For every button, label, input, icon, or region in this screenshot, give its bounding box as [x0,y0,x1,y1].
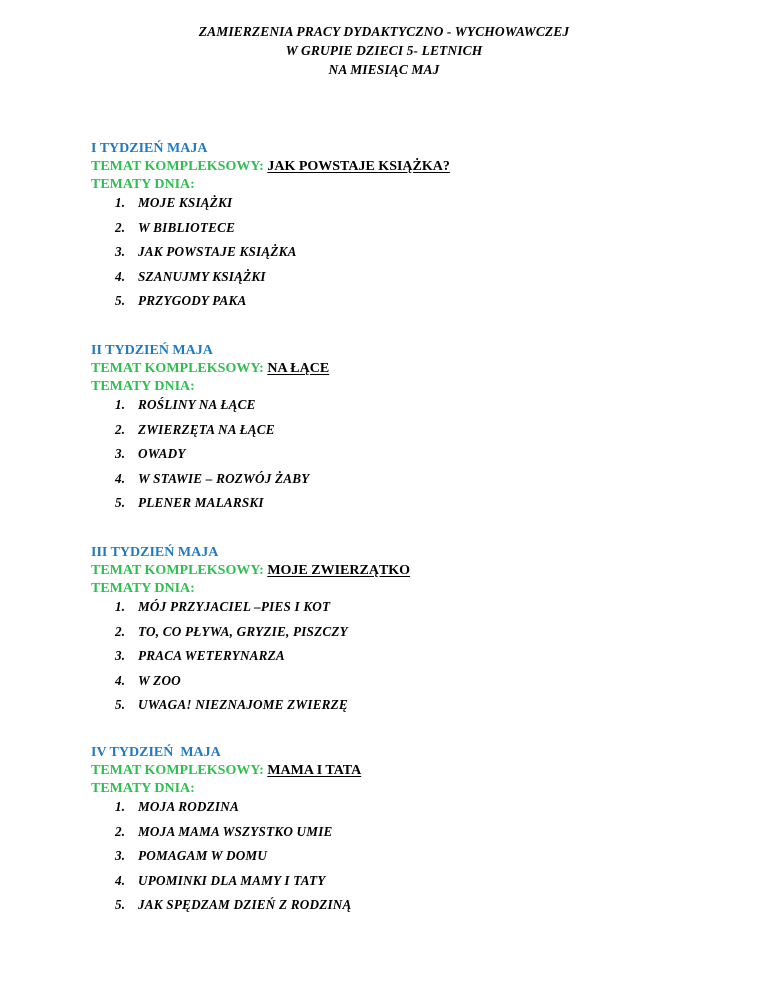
topic-text: SZANUJMY KSIĄŻKI [138,268,266,284]
list-item [91,494,731,519]
topic-number: 2. [115,219,126,235]
daily-topics-list [91,396,731,519]
topic-number: 4. [115,672,126,688]
topic-text: ZWIERZĘTA NA ŁĄCE [138,421,275,437]
topic-text: OWADY [138,446,186,461]
complex-theme-label: TEMAT KOMPLEKSOWY: [91,563,264,578]
header-line-2: W GRUPIE DZIECI 5- LETNICH [285,43,483,58]
topic-number: 2. [115,421,126,437]
topic-number: 5. [115,897,126,912]
week-section-2 [91,342,731,519]
list-item [91,396,731,421]
topic-number: 4. [115,470,126,486]
list-item [91,798,731,823]
week-title: I TYDZIEŃ MAJA [91,141,208,156]
topic-text: UPOMINKI DLA MAMY I TATY [138,872,326,888]
complex-theme-value: JAK POWSTAJE KSIĄŻKA? [267,159,450,174]
topic-text: PLENER MALARSKI [138,495,264,510]
daily-themes-label: TEMATY DNIA: [91,379,195,394]
topic-number: 3. [115,648,126,663]
topic-number: 1. [115,195,126,210]
list-item [91,672,731,697]
topic-number: 5. [115,697,126,712]
complex-theme-label: TEMAT KOMPLEKSOWY: [91,763,264,778]
daily-themes-label: TEMATY DNIA: [91,581,195,596]
topic-number: 2. [115,623,126,639]
week-section-4 [91,744,731,921]
topic-number: 5. [115,495,126,510]
topic-text: PRZYGODY PAKA [138,293,247,308]
topic-text: TO, CO PŁYWA, GRYZIE, PISZCZY [138,623,348,639]
list-item [91,219,731,244]
topic-text: MOJA RODZINA [138,799,239,814]
week-section-1 [91,140,731,317]
topic-number: 1. [115,397,126,412]
list-item [91,896,731,921]
topic-number: 1. [115,799,126,814]
topic-text: MÓJ PRZYJACIEL –PIES I KOT [138,599,331,614]
complex-theme-row [91,562,731,580]
topic-number: 3. [115,244,126,259]
list-item [91,268,731,293]
document-header [0,22,768,79]
daily-topics-list [91,798,731,921]
list-item [91,243,731,268]
complex-theme-value: MOJE ZWIERZĄTKO [267,563,411,578]
week-title: III TYDZIEŃ MAJA [91,545,219,560]
list-item [91,194,731,219]
topic-number: 5. [115,293,126,308]
list-item [91,421,731,446]
topic-number: 1. [115,599,126,614]
topic-text: PRACA WETERYNARZA [138,648,285,663]
list-item [91,696,731,721]
list-item [91,647,731,672]
topic-text: W ZOO [138,672,181,688]
list-item [91,623,731,648]
complex-theme-row [91,360,731,378]
topic-number: 4. [115,268,126,284]
daily-topics-list [91,598,731,721]
header-line-1: ZAMIERZENIA PRACY DYDAKTYCZNO - WYCHOWAWCZEJ [198,24,570,39]
topic-number: 3. [115,446,126,461]
list-item [91,292,731,317]
list-item [91,847,731,872]
topic-text: POMAGAM W DOMU [138,848,268,863]
topic-text: JAK POWSTAJE KSIĄŻKA [138,244,297,259]
daily-topics-list [91,194,731,317]
header-line-3: NA MIESIĄC MAJ [328,62,440,77]
list-item [91,598,731,623]
daily-themes-label: TEMATY DNIA: [91,177,195,192]
topic-text: UWAGA! NIEZNAJOME ZWIERZĘ [138,697,348,712]
list-item [91,445,731,470]
week-section-3 [91,544,731,721]
topic-text: JAK SPĘDZAM DZIEŃ Z RODZINĄ [138,897,352,912]
complex-theme-label: TEMAT KOMPLEKSOWY: [91,159,264,174]
week-title: IV TYDZIEŃ MAJA [91,745,221,760]
topic-text: W BIBLIOTECE [138,219,236,235]
list-item [91,470,731,495]
complex-theme-value: MAMA I TATA [267,763,362,778]
complex-theme-value: NA ŁĄCE [267,361,330,376]
list-item [91,872,731,897]
topic-number: 2. [115,823,126,839]
topic-number: 3. [115,848,126,863]
daily-themes-label: TEMATY DNIA: [91,781,195,796]
topic-text: MOJA MAMA WSZYSTKO UMIE [138,823,333,839]
complex-theme-row [91,762,731,780]
topic-text: MOJE KSIĄŻKI [138,195,233,210]
topic-text: ROŚLINY NA ŁĄCE [138,397,256,412]
complex-theme-label: TEMAT KOMPLEKSOWY: [91,361,264,376]
list-item [91,823,731,848]
topic-text: W STAWIE – ROZWÓJ ŻABY [138,470,310,486]
week-title: II TYDZIEŃ MAJA [91,343,213,358]
complex-theme-row [91,158,731,176]
topic-number: 4. [115,872,126,888]
